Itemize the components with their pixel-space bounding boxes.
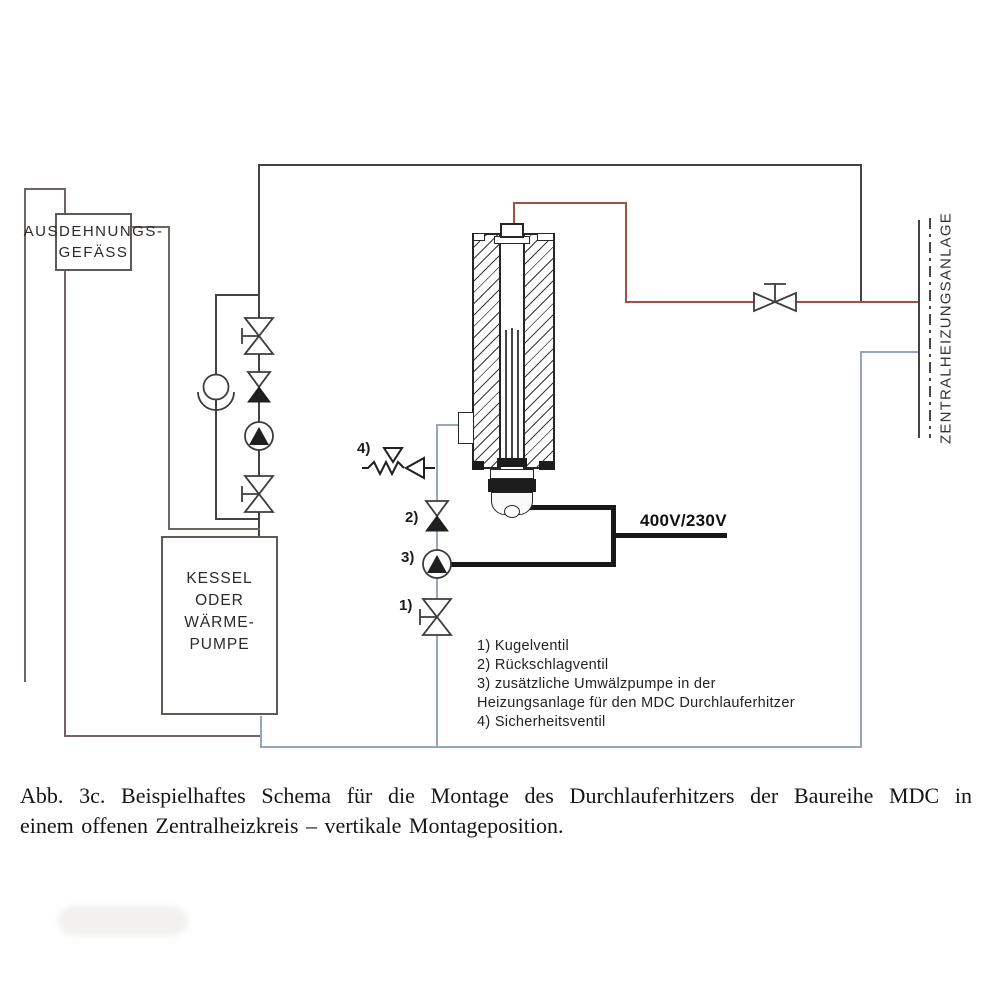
heater-bottom-corner xyxy=(539,461,555,470)
bypass-bottom-horizontal xyxy=(215,518,260,520)
vessel-bottom-pipe xyxy=(64,269,66,737)
voltage-label: 400V/230V xyxy=(640,511,727,530)
boiler-return-drop xyxy=(260,716,262,748)
air-vent-icon xyxy=(194,368,238,412)
expansion-vessel-label-line2: GEFÄSS xyxy=(58,244,129,261)
boiler-label-line2: ODER xyxy=(195,592,244,609)
legend-item-3: 3) zusätzliche Umwälzpumpe in der xyxy=(477,676,716,692)
flow-pipe-right-upper xyxy=(860,164,862,303)
print-smudge xyxy=(58,906,188,936)
flow-line-drop xyxy=(625,202,627,303)
check-valve-icon xyxy=(246,371,272,403)
callout-2: 2) xyxy=(405,509,419,526)
cable-from-heater xyxy=(528,505,616,510)
heater-cap-band xyxy=(488,479,536,492)
flow-line-top-horizontal xyxy=(513,202,627,204)
legend-item-3-continued: Heizungsanlage für den MDC Durchlauferhitzer xyxy=(477,695,795,711)
heating-rod xyxy=(511,328,513,460)
gate-valve-icon xyxy=(234,316,276,356)
return-pipe-right-vertical xyxy=(860,352,862,748)
pump-icon xyxy=(243,420,275,452)
wall-dashdot-line xyxy=(929,218,931,438)
callout-4: 4) xyxy=(357,440,371,457)
callout-3: 3) xyxy=(401,549,415,566)
vessel-top-pipe xyxy=(64,188,66,215)
heater-bottom-corner xyxy=(472,461,484,470)
pump-icon xyxy=(421,548,453,580)
figure-caption-line2: einem offenen Zentralheizkreis – vertikale Montageposition. xyxy=(20,813,564,838)
legend-item-4: 4) Sicherheitsventil xyxy=(477,714,606,730)
gate-valve-icon xyxy=(234,474,276,514)
shutoff-valve-icon xyxy=(752,279,798,315)
boiler-label-line3: WÄRME- xyxy=(184,614,255,631)
vessel-right-bottom-horizontal xyxy=(168,528,260,530)
heater-inlet-port xyxy=(458,412,474,444)
boiler-box xyxy=(161,536,278,715)
heater-tube-bottom xyxy=(497,458,527,467)
flow-pipe-top xyxy=(258,164,862,166)
expansion-vessel-box xyxy=(23,213,164,271)
heater-cap-flange xyxy=(490,469,534,479)
legend-item-2: 2) Rückschlagventil xyxy=(477,657,609,673)
expansion-loop-bottom-horizontal xyxy=(64,735,262,737)
expansion-loop-left-vertical xyxy=(24,188,26,682)
cable-supply xyxy=(611,533,727,538)
central-heating-system-label: ZENTRALHEIZUNGSANLAGE xyxy=(937,212,955,444)
return-pipe-to-wall xyxy=(860,351,919,353)
wall-solid-line xyxy=(918,220,920,438)
boiler-label-line4: PUMPE xyxy=(189,636,250,653)
figure-caption-line1: Abb. 3c. Beispielhaftes Schema für die Montage des Durchlauferhitzers der Baureihe MDC in xyxy=(20,783,972,808)
heating-rod xyxy=(517,330,519,460)
expansion-loop-top-horizontal xyxy=(24,188,66,190)
boiler-label-line1: KESSEL xyxy=(186,570,253,587)
heater-top-step xyxy=(537,233,554,241)
check-valve-icon xyxy=(424,500,450,532)
expansion-vessel-label-line1: AUSDEHNUNGS- xyxy=(23,223,164,240)
bypass-top-horizontal xyxy=(216,294,260,296)
return-pipe-bottom xyxy=(260,746,862,748)
vessel-right-vertical xyxy=(168,226,170,530)
callout-1: 1) xyxy=(399,597,413,614)
gate-valve-icon xyxy=(412,597,454,637)
heater-outlet-nozzle xyxy=(500,223,524,238)
legend-item-1: 1) Kugelventil xyxy=(477,638,570,654)
heating-rod xyxy=(505,330,507,460)
heater-top-step xyxy=(473,233,485,241)
cable-to-pump xyxy=(450,562,616,567)
heater-cap-dome xyxy=(504,505,520,518)
